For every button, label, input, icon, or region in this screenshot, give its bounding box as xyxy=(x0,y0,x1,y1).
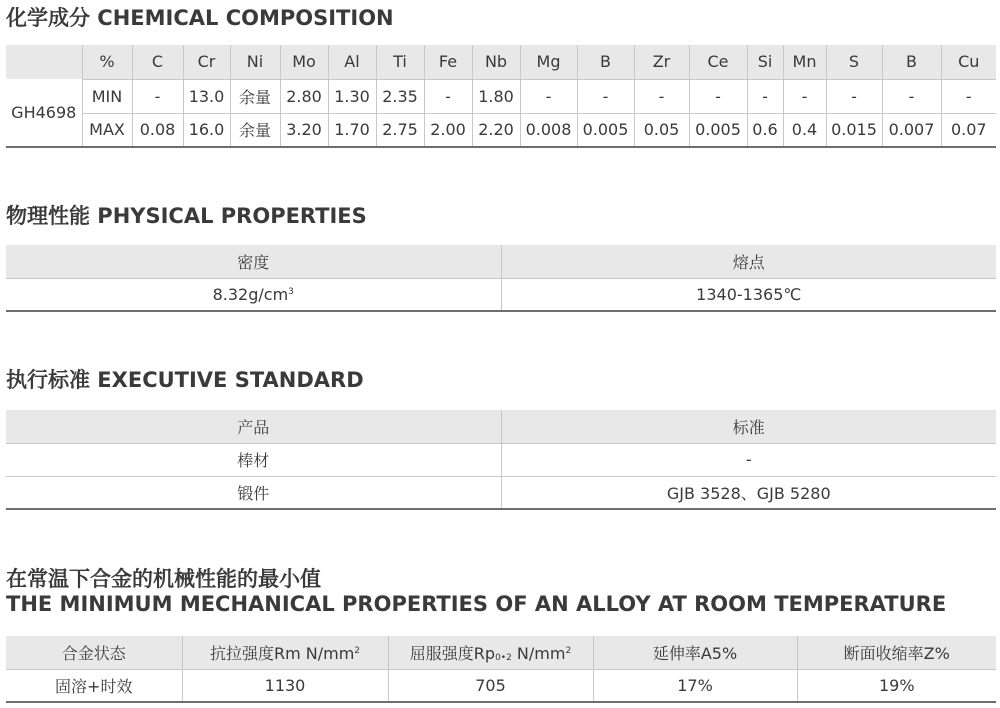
alloy-state-cell: 固溶+时效 xyxy=(6,669,182,702)
value-cell: 2.75 xyxy=(376,113,424,147)
element-header: Mg xyxy=(520,45,577,79)
grade-cell: GH4698 xyxy=(11,103,77,122)
element-header: Cu xyxy=(941,45,996,79)
value-cell: 0.08 xyxy=(132,113,183,147)
value-cell: - xyxy=(424,79,472,113)
value-cell: 1.80 xyxy=(472,79,520,113)
value-cell: 2.00 xyxy=(424,113,472,147)
executive-standard-table xyxy=(6,410,996,510)
element-header: B xyxy=(577,45,634,79)
tensile-strength-header: 抗拉强度Rm $N/mm^2$ xyxy=(182,636,388,669)
melting-point-header: 熔点 xyxy=(501,245,996,278)
value-cell: 16.0 xyxy=(183,113,230,147)
value-cell: 0.6 xyxy=(747,113,783,147)
standard-cell: - xyxy=(501,443,996,476)
element-header: Mn xyxy=(783,45,826,79)
tensile-strength-cell: 1130 xyxy=(182,669,388,702)
mechanical-value-row xyxy=(6,669,996,702)
value-cell: 1.30 xyxy=(328,79,376,113)
chemical-composition-table xyxy=(6,45,996,148)
grade-header-cell xyxy=(6,45,82,79)
element-header: S xyxy=(826,45,882,79)
element-header: Cr xyxy=(183,45,230,79)
element-header: Zr xyxy=(634,45,689,79)
physical-header-row xyxy=(6,245,996,278)
product-cell: 锻件 xyxy=(6,476,501,509)
reduction-of-area-cell: 19% xyxy=(797,669,996,702)
value-cell: - xyxy=(747,79,783,113)
value-cell: 1.70 xyxy=(328,113,376,147)
value-cell: - xyxy=(132,79,183,113)
element-header: B xyxy=(882,45,941,79)
value-cell: 0.005 xyxy=(577,113,634,147)
row-label: MAX xyxy=(82,113,132,147)
physical-value-row xyxy=(6,278,996,311)
value-cell: 0.007 xyxy=(882,113,941,147)
mechanical-properties-table xyxy=(6,636,996,703)
chemical-section-title: 化学成分 CHEMICAL COMPOSITION xyxy=(6,6,394,30)
value-cell: 2.35 xyxy=(376,79,424,113)
element-header: Al xyxy=(328,45,376,79)
product-cell: 棒材 xyxy=(6,443,501,476)
chemical-row-max xyxy=(6,113,996,147)
value-cell: 0.015 xyxy=(826,113,882,147)
product-header: 产品 xyxy=(6,410,501,443)
melting-point-value: 1340-1365℃ xyxy=(501,278,996,311)
standard-header-row xyxy=(6,410,996,443)
element-header: Mo xyxy=(280,45,328,79)
value-cell: 13.0 xyxy=(183,79,230,113)
value-cell: 2.80 xyxy=(280,79,328,113)
row-label: MIN xyxy=(82,79,132,113)
value-cell: 0.4 xyxy=(783,113,826,147)
elongation-header: 延伸率A5% xyxy=(593,636,797,669)
element-header: Fe xyxy=(424,45,472,79)
standard-cell: GJB 3528、GJB 5280 xyxy=(501,476,996,509)
value-cell: - xyxy=(520,79,577,113)
value-cell: - xyxy=(689,79,747,113)
density-value: $8.32g/cm^3$ xyxy=(6,278,501,311)
value-cell: - xyxy=(634,79,689,113)
mechanical-header-row xyxy=(6,636,996,669)
unit-header: % xyxy=(82,45,132,79)
value-cell: - xyxy=(577,79,634,113)
value-cell: - xyxy=(783,79,826,113)
value-cell: - xyxy=(941,79,996,113)
mechanical-title-en: THE MINIMUM MECHANICAL PROPERTIES OF AN ALLOY AT ROOM TEMPERATURE xyxy=(6,592,947,616)
value-cell: - xyxy=(826,79,882,113)
yield-strength-cell: 705 xyxy=(388,669,593,702)
yield-strength-header: 屈服强度$Rp_{0•2}$ $N/mm^2$ xyxy=(388,636,593,669)
element-header: Ce xyxy=(689,45,747,79)
value-cell: 余量 xyxy=(230,113,280,147)
element-header: Ni xyxy=(230,45,280,79)
density-header: 密度 xyxy=(6,245,501,278)
standard-row xyxy=(6,443,996,476)
elongation-cell: 17% xyxy=(593,669,797,702)
value-cell: 3.20 xyxy=(280,113,328,147)
value-cell: 0.07 xyxy=(941,113,996,147)
physical-properties-table xyxy=(6,245,996,312)
element-header: C xyxy=(132,45,183,79)
value-cell: - xyxy=(882,79,941,113)
value-cell: 0.008 xyxy=(520,113,577,147)
reduction-of-area-header: 断面收缩率Z% xyxy=(797,636,996,669)
value-cell: 2.20 xyxy=(472,113,520,147)
element-header: Nb xyxy=(472,45,520,79)
element-header: Si xyxy=(747,45,783,79)
element-header: Ti xyxy=(376,45,424,79)
standard-header: 标准 xyxy=(501,410,996,443)
value-cell: 0.005 xyxy=(689,113,747,147)
chemical-header-row xyxy=(6,45,996,79)
mechanical-title-cn: 在常温下合金的机械性能的最小值 xyxy=(6,567,321,591)
standard-section-title: 执行标准 EXECUTIVE STANDARD xyxy=(6,368,364,392)
physical-section-title: 物理性能 PHYSICAL PROPERTIES xyxy=(6,204,367,228)
value-cell: 0.05 xyxy=(634,113,689,147)
standard-row xyxy=(6,476,996,509)
alloy-state-header: 合金状态 xyxy=(6,636,182,669)
value-cell: 余量 xyxy=(230,79,280,113)
chemical-row-min xyxy=(6,79,996,113)
